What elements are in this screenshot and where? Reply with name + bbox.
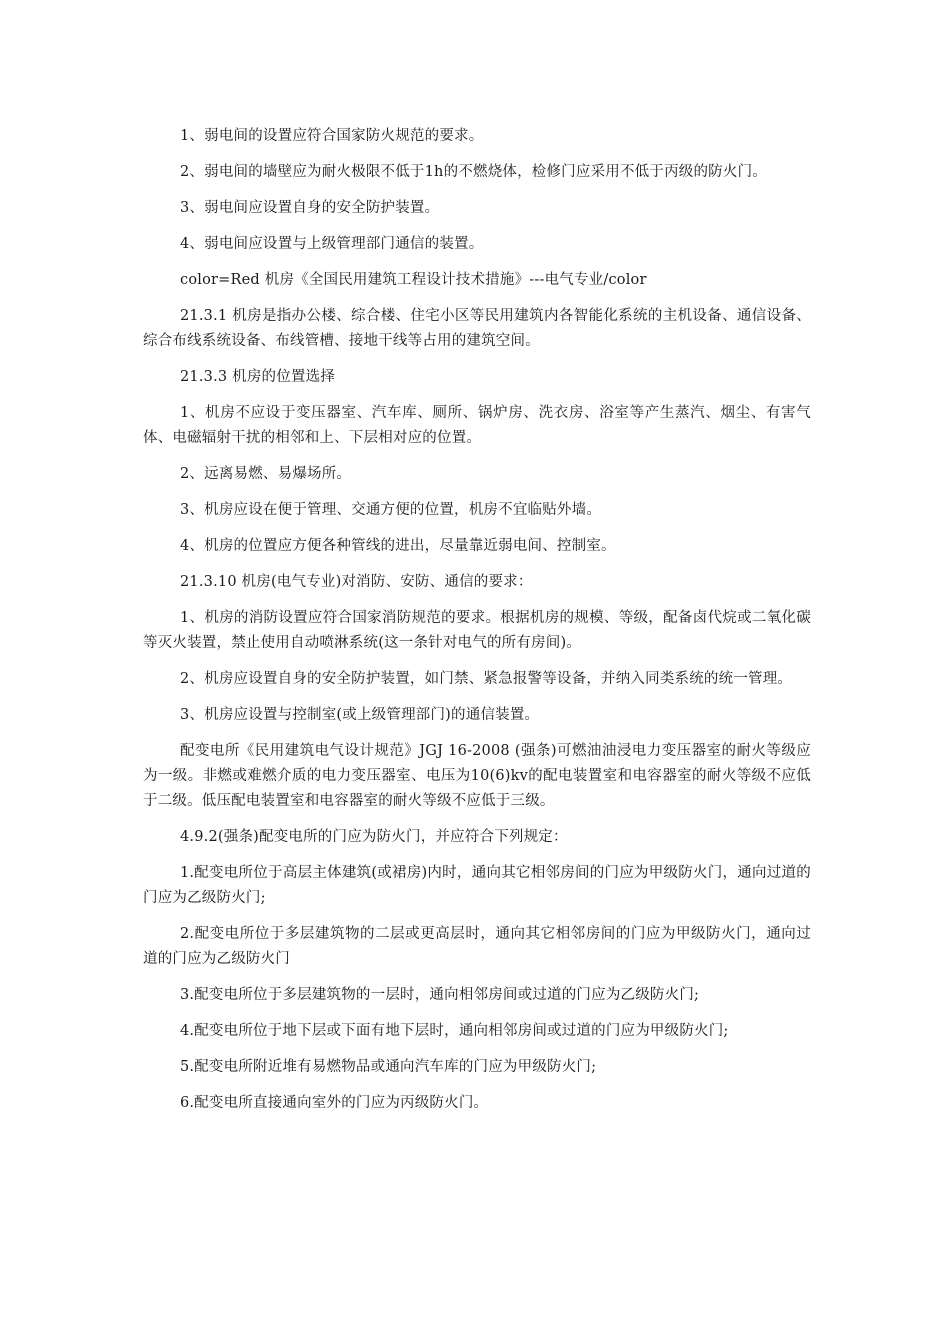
paragraph-21: 4.配变电所位于地下层或下面有地下层时，通向相邻房间或过道的门应为甲级防火门; [180,1023,729,1039]
paragraph-15: 3、机房应设置与控制室(或上级管理部门)的通信装置。 [180,707,540,723]
paragraph-22: 5.配变电所附近堆有易燃物品或通向汽车库的门应为甲级防火门; [180,1059,597,1075]
paragraph-13: 1、机房的消防设置应符合国家消防规范的要求。根据机房的规模、等级，配备卤代烷或二氧化碳等灭火装置，禁止使用自动喷淋系统(这一条针对电气的所有房间)。 [143,610,811,651]
paragraph-23: 6.配变电所直接通向室外的门应为丙级防火门。 [180,1095,489,1111]
paragraph-4: 4、弱电间应设置与上级管理部门通信的装置。 [180,236,484,252]
paragraph-1: 1、弱电间的设置应符合国家防火规范的要求。 [180,128,484,144]
paragraph-8: 1、机房不应设于变压器室、汽车库、厕所、锅炉房、洗衣房、浴室等产生蒸汽、烟尘、有害气体、电磁辐射干扰的相邻和上、下层相对应的位置。 [143,405,811,446]
paragraph-3: 3、弱电间应设置自身的安全防护装置。 [180,200,440,216]
paragraph-17: 4.9.2(强条)配变电所的门应为防火门，并应符合下列规定： [180,829,568,845]
paragraph-14: 2、机房应设置自身的安全防护装置，如门禁、紧急报警等设备，并纳入同类系统的统一管理。 [180,671,793,687]
paragraph-11: 4、机房的位置应方便各种管线的进出，尽量靠近弱电间、控制室。 [180,538,616,554]
paragraph-5: color=Red 机房《全国民用建筑工程设计技术措施》---电气专业/color [180,272,647,288]
paragraph-19: 2.配变电所位于多层建筑物的二层或更高层时，通向其它相邻房间的门应为甲级防火门，通向过道的门应为乙级防火门 [143,926,811,967]
paragraph-20: 3.配变电所位于多层建筑物的一层时，通向相邻房间或过道的门应为乙级防火门; [180,987,700,1003]
paragraph-6: 21.3.1 机房是指办公楼、综合楼、住宅小区等民用建筑内各智能化系统的主机设备、通信设备、综合布线系统设备、布线管槽、接地干线等占用的建筑空间。 [143,308,811,349]
paragraph-12: 21.3.10 机房(电气专业)对消防、安防、通信的要求： [180,574,533,590]
paragraph-10: 3、机房应设在便于管理、交通方便的位置，机房不宜临贴外墙。 [180,502,602,518]
paragraph-7: 21.3.3 机房的位置选择 [180,369,336,385]
document-body [143,124,811,1127]
paragraph-9: 2、远离易燃、易爆场所。 [180,466,352,482]
paragraph-16: 配变电所《民用建筑电气设计规范》JGJ 16-2008 (强条)可燃油油浸电力变压器室的耐火等级应为一级。非燃或难燃介质的电力变压器室、电压为10(6)kv的配电装置室和电容器室的耐火等级不应低于二级。低压配电装置室和电容器室的耐火等级不应低于三级。 [143,743,811,809]
paragraph-18: 1.配变电所位于高层主体建筑(或裙房)内时，通向其它相邻房间的门应为甲级防火门，通向过道的门应为乙级防火门; [143,865,811,906]
paragraph-2: 2、弱电间的墙壁应为耐火极限不低于1h的不燃烧体，检修门应采用不低于丙级的防火门。 [180,164,767,180]
